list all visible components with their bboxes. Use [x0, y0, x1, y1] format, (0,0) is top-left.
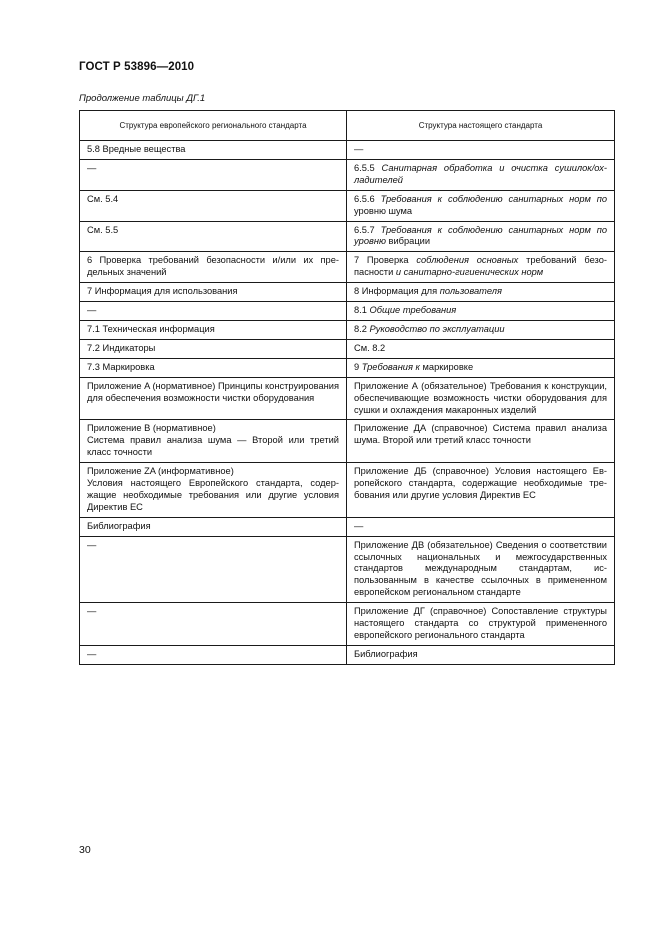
- italic-text: Требования к соблюдению санитарных норм по уровню: [354, 224, 607, 247]
- cell-european: Приложение ZA (информативное) Условия настоящего Европейского стандарта, содержащие необходимые требования или другие условия Директив ЕС: [80, 463, 347, 518]
- text: 6.5.7: [354, 224, 381, 235]
- cell-current: [347, 358, 615, 377]
- table-row: [80, 252, 615, 283]
- column-header-european: Структура европейского регионального стандарта: [80, 111, 347, 141]
- table-row: [80, 221, 615, 252]
- cell-european: Приложение B (нормативное) Система правил анализа шума — Второй или третий класс точности: [80, 420, 347, 463]
- cell-european: —: [80, 159, 347, 190]
- text: 9: [354, 361, 362, 372]
- cell-european: 6 Проверка требований безопасности и/или их предельных значений: [80, 252, 347, 283]
- cell-current: [347, 536, 615, 603]
- cell-european: 7 Информация для использования: [80, 283, 347, 302]
- cell-current: [347, 221, 615, 252]
- table-row: [80, 159, 615, 190]
- cell-current: [347, 141, 615, 160]
- italic-text: Требования к соблюдению санитарных норм по: [380, 193, 607, 204]
- cell-current: [347, 603, 615, 646]
- cell-current: [347, 420, 615, 463]
- cell-current: [347, 339, 615, 358]
- column-header-current: Структура настоящего стандарта: [347, 111, 615, 141]
- table-header-row: [80, 111, 615, 141]
- italic-text: Санитарная обработка и очистка сушилок/охладителей: [354, 162, 607, 185]
- cell-european: Приложение A (нормативное) Принципы конструирования для обеспечения возможности чистки оборудования: [80, 377, 347, 420]
- cell-current: [347, 252, 615, 283]
- cell-european: —: [80, 645, 347, 664]
- page-number: 30: [79, 844, 91, 856]
- text: Приложение А (обязательное) Требования к конструкции, обеспечивающие возможность чистки оборудования для сушки и охлаждения макаронных изделий: [354, 380, 607, 415]
- table-row: [80, 190, 615, 221]
- table-row: [80, 302, 615, 321]
- italic-text: пользователя: [439, 286, 502, 297]
- table-caption: Продолжение таблицы ДГ.1: [79, 93, 206, 104]
- cell-european: —: [80, 302, 347, 321]
- text: 8.1: [354, 305, 370, 316]
- text: требований безопасности: [354, 255, 607, 278]
- cell-current: [347, 645, 615, 664]
- italic-text: Общие требования: [369, 305, 457, 316]
- text: Приложение ДБ (справочное) Условия настоящего Европейского стандарта, содержащие необходимые требования или другие условия Директив ЕС: [354, 466, 607, 500]
- table-row: [80, 536, 615, 603]
- text: См. 8.2: [354, 342, 386, 353]
- text: 8.2: [354, 323, 370, 334]
- cell-current: [347, 377, 615, 420]
- cell-european: См. 5.5: [80, 221, 347, 252]
- cell-european: 7.2 Индикаторы: [80, 339, 347, 358]
- table-row: [80, 141, 615, 160]
- cell-european: 7.1 Техническая информация: [80, 320, 347, 339]
- cell-current: [347, 463, 615, 518]
- cell-european: —: [80, 536, 347, 603]
- text: маркировке: [419, 361, 474, 372]
- text: 8 Информация для: [354, 286, 440, 297]
- table-row: [80, 517, 615, 536]
- italic-text: и санитарно-гигиенических норм: [395, 267, 544, 278]
- italic-text: Требования к: [361, 361, 420, 372]
- cell-european: См. 5.4: [80, 190, 347, 221]
- cell-current: [347, 302, 615, 321]
- italic-text: Руководство по эксплуатации: [369, 323, 505, 334]
- table-row: [80, 463, 615, 518]
- text: —: [354, 144, 364, 154]
- cell-current: [347, 320, 615, 339]
- table-row: [80, 358, 615, 377]
- table-row: [80, 339, 615, 358]
- cell-european: 7.3 Маркировка: [80, 358, 347, 377]
- cell-european: —: [80, 603, 347, 646]
- text: Приложение ДА (справочное) Система правил анализа шума. Второй или третий класс точности: [354, 423, 607, 446]
- cell-european: Библиография: [80, 517, 347, 536]
- cell-current: [347, 283, 615, 302]
- text: 6.5.5: [354, 162, 382, 173]
- text: —: [354, 520, 364, 531]
- table-row: [80, 645, 615, 664]
- cell-european: 5.8 Вредные вещества: [80, 141, 347, 160]
- text: Приложение ДГ (справочное) Сопоставление структуры настоящего стандарта со структурой примененного европейского регионального стандарта: [354, 606, 607, 640]
- text: 7 Проверка: [354, 255, 417, 266]
- table-row: [80, 283, 615, 302]
- text: Приложение ДВ (обязательное) Сведения о соответствии ссылочных национальных и межгосударственных стандартов международным стандартам, использованным в качестве ссылочных в примененном европейском региональном стандарте: [354, 539, 607, 598]
- document-code: ГОСТ Р 53896—2010: [79, 61, 195, 73]
- italic-text: соблюдения основных: [416, 255, 519, 266]
- text: 6.5.6: [354, 193, 381, 204]
- cell-current: [347, 517, 615, 536]
- table-row: [80, 377, 615, 420]
- structure-comparison-table: [79, 110, 615, 665]
- cell-current: [347, 159, 615, 190]
- cell-current: [347, 190, 615, 221]
- text: Библиография: [354, 648, 418, 659]
- text: вибрации: [385, 236, 431, 247]
- table-row: [80, 320, 615, 339]
- table-row: [80, 603, 615, 646]
- text: уровню шума: [354, 205, 413, 216]
- table-row: [80, 420, 615, 463]
